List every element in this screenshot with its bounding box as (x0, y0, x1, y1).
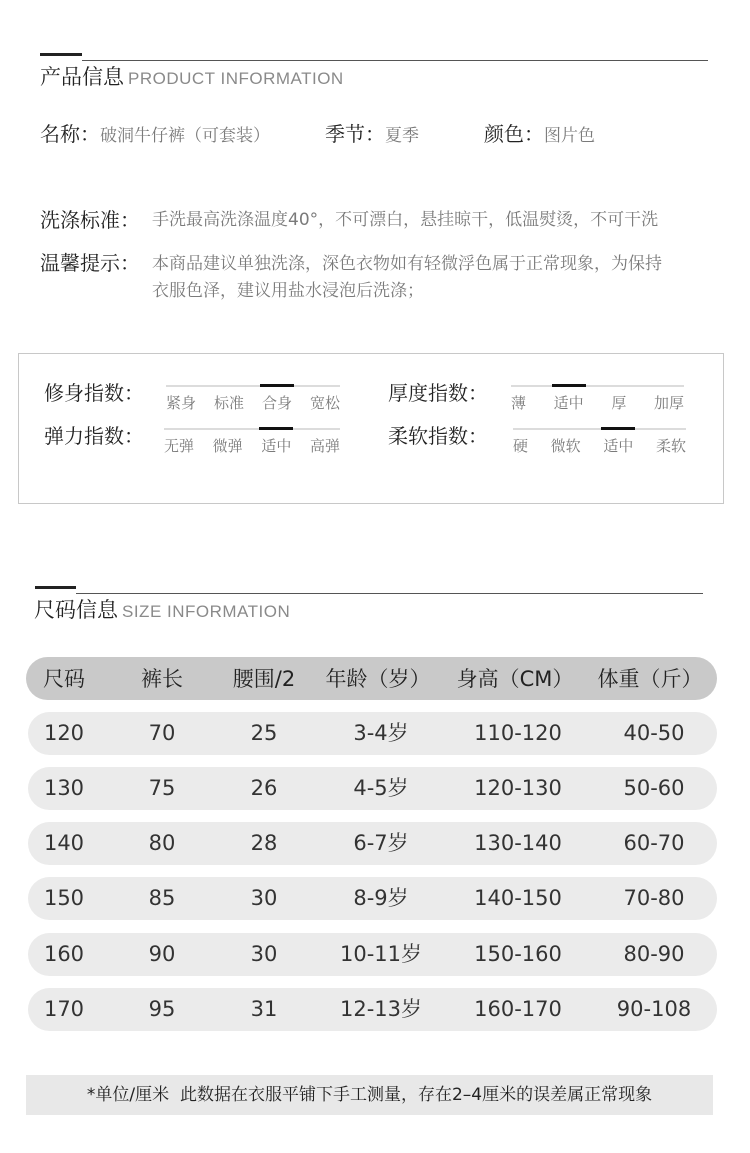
stretch-option: 高弹 (309, 437, 340, 455)
table-row (28, 767, 717, 810)
measurement-note: *单位/厘米 此数据在衣服平铺下手工测量，存在2–4厘米的误差属正常现象 (26, 1075, 713, 1115)
fit-option: 合身 (261, 394, 292, 412)
size-info-title-en: SIZE INFORMATION (122, 602, 291, 621)
table-row (28, 988, 717, 1031)
thickness-index-label: 厚度指数： (388, 381, 488, 405)
fit-option: 标准 (213, 394, 244, 412)
thickness-index-scale (511, 385, 684, 412)
product-season-label: 季节： (325, 122, 385, 146)
table-row (28, 877, 717, 920)
washing-instructions: 手洗最高洗涤温度40°，不可漂白，悬挂晾干，低温熨烫，不可干洗 (152, 210, 659, 230)
table-cell: 4-5岁 (353, 776, 409, 800)
table-cell: 10-11岁 (339, 942, 423, 966)
table-cell: 28 (250, 831, 278, 855)
product-name-label: 名称： (40, 122, 100, 146)
fit-index-label: 修身指数： (44, 381, 144, 405)
table-header-cell: 身高（CM） (456, 667, 574, 691)
table-cell: 140-150 (474, 886, 562, 910)
table-cell: 110-120 (474, 721, 562, 745)
product-info-divider (82, 60, 708, 61)
washing-label: 洗涤标准： (40, 208, 140, 232)
table-cell: 80-90 (623, 942, 685, 966)
product-season-value: 夏季 (385, 126, 419, 146)
product-color-label: 颜色： (484, 122, 544, 146)
product-info-title-cn: 产品信息 (40, 65, 124, 89)
table-cell: 70-80 (623, 886, 685, 910)
softness-index-label: 柔软指数： (388, 424, 488, 448)
thickness-option: 适中 (553, 394, 584, 412)
table-cell: 95 (148, 997, 176, 1021)
table-cell: 85 (148, 886, 176, 910)
stretch-index-label: 弹力指数： (44, 424, 144, 448)
table-cell: 60-70 (623, 831, 685, 855)
product-color-value: 图片色 (544, 126, 595, 146)
stretch-option: 适中 (261, 437, 292, 455)
table-cell: 160 (43, 942, 85, 966)
table-cell: 150 (43, 886, 85, 910)
softness-index-scale (513, 428, 686, 455)
table-cell: 130 (43, 776, 85, 800)
table-cell: 3-4岁 (353, 721, 409, 745)
table-row (28, 712, 717, 755)
table-header-cell: 尺码 (43, 667, 85, 691)
table-cell: 160-170 (474, 997, 562, 1021)
table-cell: 12-13岁 (339, 997, 423, 1021)
product-info-accent-line (40, 53, 82, 56)
size-info-accent-line (35, 586, 76, 589)
table-cell: 120-130 (474, 776, 562, 800)
table-cell: 130-140 (474, 831, 562, 855)
product-name-value: 破洞牛仔裤（可套装） (100, 126, 270, 146)
fit-option: 宽松 (309, 394, 340, 412)
table-cell: 140 (43, 831, 85, 855)
table-cell: 30 (250, 886, 278, 910)
product-info-heading (40, 64, 344, 92)
tips-line: 本商品建议单独洗涤，深色衣物如有轻微浮色属于正常现象，为保持 (152, 254, 662, 274)
size-table-header (26, 657, 717, 700)
softness-option: 硬 (513, 437, 529, 455)
table-row (28, 933, 717, 976)
table-cell: 70 (148, 721, 176, 745)
table-header-cell: 体重（斤） (597, 667, 703, 691)
table-cell: 150-160 (474, 942, 562, 966)
stretch-option: 无弹 (164, 437, 195, 455)
table-cell: 30 (250, 942, 278, 966)
table-cell: 90-108 (616, 997, 692, 1021)
thickness-option: 加厚 (653, 394, 684, 412)
product-name (40, 121, 270, 149)
table-header-cell: 腰围/2 (232, 667, 296, 691)
table-row (28, 822, 717, 865)
table-cell: 90 (148, 942, 176, 966)
table-cell: 170 (43, 997, 85, 1021)
table-cell: 50-60 (623, 776, 685, 800)
tips-label: 温馨提示： (40, 251, 140, 275)
table-header-cell: 裤长 (141, 667, 183, 691)
fit-option: 紧身 (166, 394, 197, 412)
thickness-option: 厚 (611, 394, 627, 412)
product-info-title-en: PRODUCT INFORMATION (128, 69, 344, 88)
thickness-option: 薄 (511, 394, 527, 412)
table-cell: 80 (148, 831, 176, 855)
table-cell: 26 (250, 776, 278, 800)
softness-option: 微软 (550, 437, 581, 455)
product-color (484, 121, 595, 149)
tips-line: 衣服色泽，建议用盐水浸泡后洗涤； (152, 281, 424, 301)
size-info-title-cn: 尺码信息 (34, 598, 118, 622)
stretch-option: 微弹 (212, 437, 243, 455)
table-cell: 120 (43, 721, 85, 745)
size-info-divider (76, 593, 703, 594)
softness-option: 适中 (603, 437, 634, 455)
table-cell: 8-9岁 (353, 886, 409, 910)
table-cell: 25 (250, 721, 278, 745)
stretch-index-scale (164, 428, 340, 455)
table-header-cell: 年龄（岁） (325, 667, 431, 691)
product-season (325, 121, 419, 149)
table-cell: 6-7岁 (353, 831, 409, 855)
table-cell: 31 (250, 997, 278, 1021)
table-cell: 40-50 (623, 721, 685, 745)
fit-index-scale (166, 385, 340, 412)
size-info-heading (34, 597, 290, 625)
table-cell: 75 (148, 776, 176, 800)
softness-option: 柔软 (655, 437, 686, 455)
